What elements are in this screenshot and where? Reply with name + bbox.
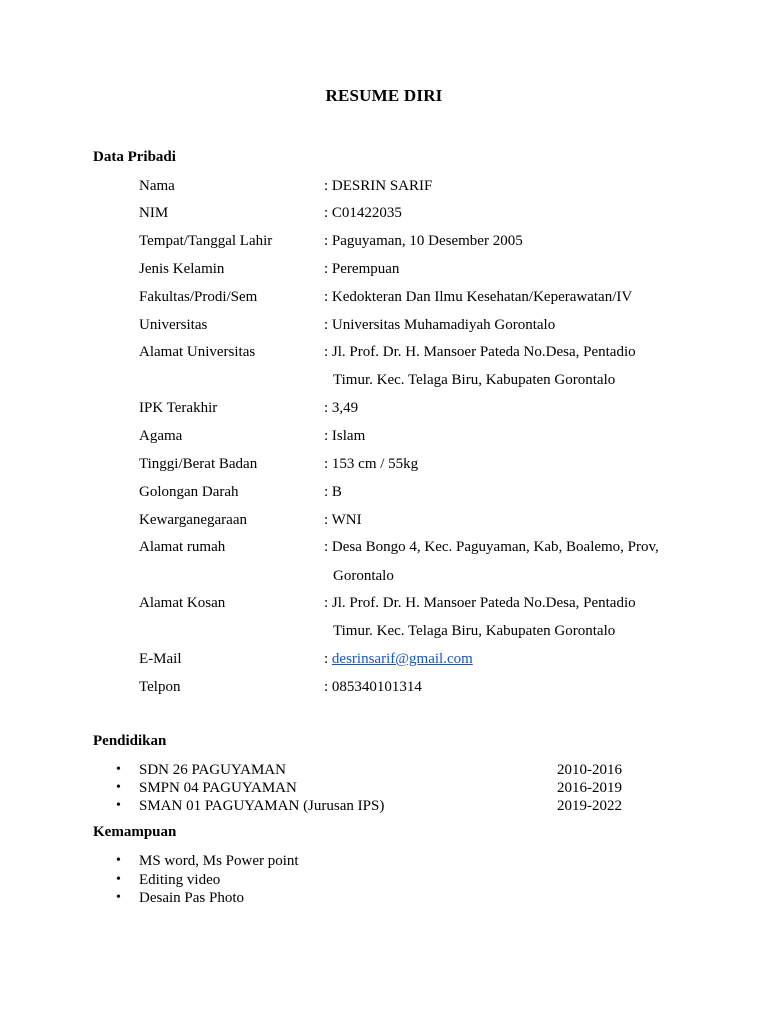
info-value: : B [324,484,342,500]
info-value: : Kedokteran Dan Ilmu Kesehatan/Keperawatan/IV [324,289,633,305]
info-row-alamat-rumah-cont [0,566,768,586]
skill-text: Desain Pas Photo [139,890,244,906]
info-label: Kewarganegaraan [139,512,247,528]
info-label: Telpon [139,679,181,695]
skill-item [0,889,768,907]
education-school: SMAN 01 PAGUYAMAN (Jurusan IPS) [139,798,385,814]
info-value: : Paguyaman, 10 Desember 2005 [324,233,523,249]
info-value [324,649,473,669]
education-item [0,797,768,815]
info-label: Golongan Darah [139,484,239,500]
info-value: : Perempuan [324,261,400,277]
education-school: SMPN 04 PAGUYAMAN [139,780,297,796]
info-label: Nama [139,178,175,194]
info-row-nama [0,176,768,196]
skill-text: MS word, Ms Power point [139,853,299,869]
info-label: Tempat/Tanggal Lahir [139,233,273,249]
section-heading-pendidikan: Pendidikan [93,733,167,749]
info-value: : 153 cm / 55kg [324,456,419,472]
info-row-nim [0,203,768,223]
info-row-alamat-rumah [0,537,768,557]
info-value-continuation: Timur. Kec. Telaga Biru, Kabupaten Gorontalo [333,372,616,388]
info-label: Tinggi/Berat Badan [139,456,258,472]
info-value: : DESRIN SARIF [324,178,433,194]
bullet-icon: • [116,853,121,868]
info-row-alamat-kosan-cont [0,621,768,641]
email-prefix: : [324,651,332,667]
education-item [0,761,768,779]
page-title: RESUME DIRI [325,86,443,105]
education-years: 2010-2016 [557,762,622,778]
info-value: : Desa Bongo 4, Kec. Paguyaman, Kab, Boalemo, Prov, [324,539,659,555]
info-row-universitas [0,315,768,335]
info-label: NIM [139,205,169,221]
info-label: Agama [139,428,183,444]
info-row-jenis-kelamin [0,259,768,279]
education-years: 2019-2022 [557,798,622,814]
info-row-alamat-universitas [0,342,768,362]
bullet-icon: • [116,890,121,905]
info-row-ipk [0,398,768,418]
info-value: : 085340101314 [324,679,422,695]
info-value: : C01422035 [324,205,402,221]
info-row-tinggi-berat [0,454,768,474]
info-label: Fakultas/Prodi/Sem [139,289,258,305]
info-value-continuation: Timur. Kec. Telaga Biru, Kabupaten Gorontalo [333,623,616,639]
bullet-icon: • [116,798,121,813]
education-school: SDN 26 PAGUYAMAN [139,762,286,778]
info-label: Universitas [139,317,208,333]
skill-item [0,852,768,870]
education-years: 2016-2019 [557,780,622,796]
skill-item [0,871,768,889]
bullet-icon: • [116,872,121,887]
info-value: : Universitas Muhamadiyah Gorontalo [324,317,556,333]
bullet-icon: • [116,762,121,777]
info-value: : Jl. Prof. Dr. H. Mansoer Pateda No.Desa, Pentadio [324,595,636,611]
info-row-alamat-kosan [0,593,768,613]
info-row-ttl [0,231,768,251]
info-value: : Islam [324,428,366,444]
info-label: IPK Terakhir [139,400,218,416]
info-row-agama [0,426,768,446]
info-row-kewarganegaraan [0,510,768,530]
skill-text: Editing video [139,872,221,888]
info-label: Alamat Universitas [139,344,256,360]
info-value: : 3,49 [324,400,359,416]
education-item [0,779,768,797]
info-value-continuation: Gorontalo [333,568,394,584]
info-label: Alamat rumah [139,539,226,555]
info-row-telpon [0,677,768,697]
info-row-fakultas [0,287,768,307]
info-value: : Jl. Prof. Dr. H. Mansoer Pateda No.Desa, Pentadio [324,344,636,360]
section-heading-data-pribadi: Data Pribadi [93,149,176,165]
section-heading-kemampuan: Kemampuan [93,824,177,840]
bullet-icon: • [116,780,121,795]
info-value: : WNI [324,512,362,528]
info-row-golongan-darah [0,482,768,502]
info-label: E-Mail [139,651,182,667]
info-row-email [0,649,768,669]
info-label: Alamat Kosan [139,595,226,611]
info-label: Jenis Kelamin [139,261,225,277]
email-link[interactable]: desrinsarif@gmail.com [331,651,473,667]
info-row-alamat-universitas-cont [0,370,768,390]
